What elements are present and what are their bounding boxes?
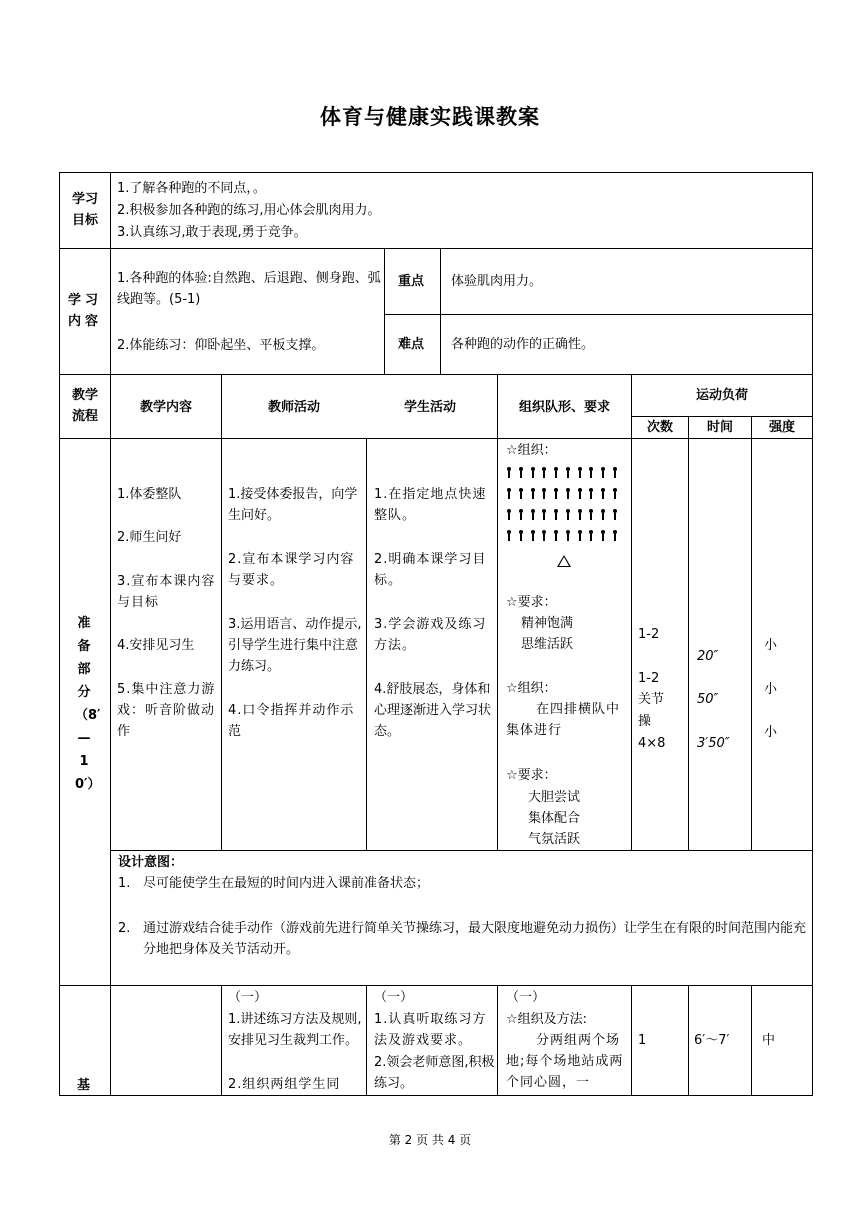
key-point-label: 重点 (398, 274, 425, 289)
content-item-2: 2.体能练习：仰卧起坐、平板支撑。 (117, 338, 325, 353)
basic-times: 1 (638, 1033, 647, 1048)
basic-student-1: 1.认真听取练习方法及游戏要求。 (374, 1012, 487, 1048)
basic-org-head: （一） (506, 990, 546, 1005)
basic-teacher-head: （一） (228, 990, 268, 1005)
objective-3: 3.认真练习,敢于表现,勇于竞争。 (117, 225, 307, 240)
header-load: 运动负荷 (695, 388, 748, 403)
prep-teacher-3: 3.运用语言、动作提示,引导学生进行集中注意力练习。 (228, 617, 362, 674)
prep-teacher-1: 1.接受体委报告，向学生问好。 (228, 487, 358, 523)
prep-org-label-1: ☆组织： (506, 443, 557, 458)
objective-2: 2.积极参加各种跑的练习,用心体会肌肉用力。 (117, 203, 381, 218)
basic-org-text: 分两组两个场地;每个场地站成两个同心圆，一 (506, 1033, 624, 1090)
prep-content-4: 4.安排见习生 (117, 638, 195, 653)
prep-student-3: 3.学会游戏及练习方法。 (374, 617, 487, 653)
prep-org-req-2: ☆要求： (506, 768, 557, 783)
header-content: 教学内容 (139, 400, 192, 415)
objective-1: 1.了解各种跑的不同点，。 (117, 181, 266, 196)
content-label: 学习内容 (67, 293, 102, 329)
header-student: 学生活动 (404, 400, 457, 415)
key-point-text: 体验肌肉用力。 (451, 274, 543, 289)
prep-time-3: 3′50″ (697, 736, 730, 751)
prep-student-4: 4.舒肢展态，身体和心理逐渐进入学习状态。 (374, 682, 492, 739)
design-item-1-num: 1. (118, 876, 131, 891)
prep-intensity-3: 小 (764, 725, 778, 740)
basic-student-head: （一） (374, 990, 414, 1005)
content-item-1: 1.各种跑的体验:自然跑、后退跑、侧身跑、弧线跑等。(5-1) (117, 271, 381, 307)
page-title: 体育与健康实践课教案 (320, 105, 540, 129)
prep-teacher-4: 4.口令指挥并动作示范 (228, 703, 355, 739)
header-org: 组织队形、要求 (518, 400, 610, 415)
prep-time-1: 20″ (697, 649, 719, 664)
basic-student-2: 2.领会老师意图,积极练习。 (374, 1055, 495, 1091)
prep-times-3: 关节 (638, 692, 665, 707)
prep-org-label-2: ☆组织： (506, 681, 557, 696)
page-footer: 第 2 页 共 4 页 (388, 1133, 472, 1147)
formation-diagram (507, 462, 617, 546)
design-item-2-text: 通过游戏结合徒手动作（游戏前先进行简单关节操练习，最大限度地避免动力损伤）让学生在有限的时间范围内能充分地把身体及关节活动开。 (143, 921, 807, 957)
prep-org-req-2-item-3: 气氛活跃 (528, 832, 581, 847)
prep-org-req-2-item-1: 大胆尝试 (528, 790, 581, 805)
design-item-2-num: 2. (118, 921, 131, 936)
prep-student-2: 2.明确本课学习目标。 (374, 552, 487, 588)
difficulty-text: 各种跑的动作的正确性。 (451, 337, 595, 352)
prep-times-1: 1-2 (638, 627, 660, 642)
basic-time: 6′～7′ (694, 1033, 730, 1048)
prep-teacher-2: 2.宣布本课学习内容与要求。 (228, 552, 355, 588)
prep-student-1: 1.在指定地点快速整队。 (374, 487, 487, 523)
header-teacher: 教师活动 (268, 400, 321, 415)
header-times: 次数 (646, 420, 673, 435)
design-item-1-text: 尽可能使学生在最短的时间内进入课前准备状态； (143, 876, 430, 891)
prep-content-1: 1.体委整队 (117, 487, 182, 502)
prep-org-req-1: ☆要求： (506, 595, 557, 610)
prep-time-2: 50″ (697, 692, 719, 707)
prep-times-4: 操 (638, 714, 652, 729)
prep-org-req-1-item-2: 思维活跃 (521, 637, 574, 652)
prep-intensity-2: 小 (764, 682, 778, 697)
basic-teacher-2: 2.组织两组学生同 (228, 1077, 341, 1092)
prep-intensity-1: 小 (764, 638, 778, 653)
prep-org-req-2-item-2: 集体配合 (528, 811, 581, 826)
basic-teacher-1: 1.讲述练习方法及规则,安排见习生裁判工作。 (228, 1012, 362, 1048)
header-flow: 教学流程 (71, 388, 98, 424)
teacher-triangle-icon (557, 555, 571, 567)
prep-content-2: 2.师生问好 (117, 530, 182, 545)
difficulty-label: 难点 (398, 337, 425, 352)
basic-org-label: ☆组织及方法: (506, 1012, 588, 1027)
objectives-label: 学习目标 (71, 192, 98, 228)
header-intensity: 强度 (768, 420, 795, 435)
prep-org-req-1-item-1: 精神饱满 (521, 616, 574, 631)
prep-content-5: 5.集中注意力游戏：听音阶做动作 (117, 682, 216, 739)
prep-times-2: 1-2 (638, 671, 660, 686)
basic-intensity: 中 (762, 1033, 776, 1048)
prep-org-text-2: 在四排横队中集体进行 (506, 702, 621, 738)
prep-times-5: 4×8 (638, 736, 666, 751)
prep-section-label: 准备部分（8′—10′） (75, 616, 101, 792)
header-time: 时间 (706, 420, 733, 435)
basic-section-label: 基 (77, 1078, 91, 1093)
design-label: 设计意图： (118, 855, 184, 870)
prep-content-3: 3.宣布本课内容与目标 (117, 574, 216, 610)
